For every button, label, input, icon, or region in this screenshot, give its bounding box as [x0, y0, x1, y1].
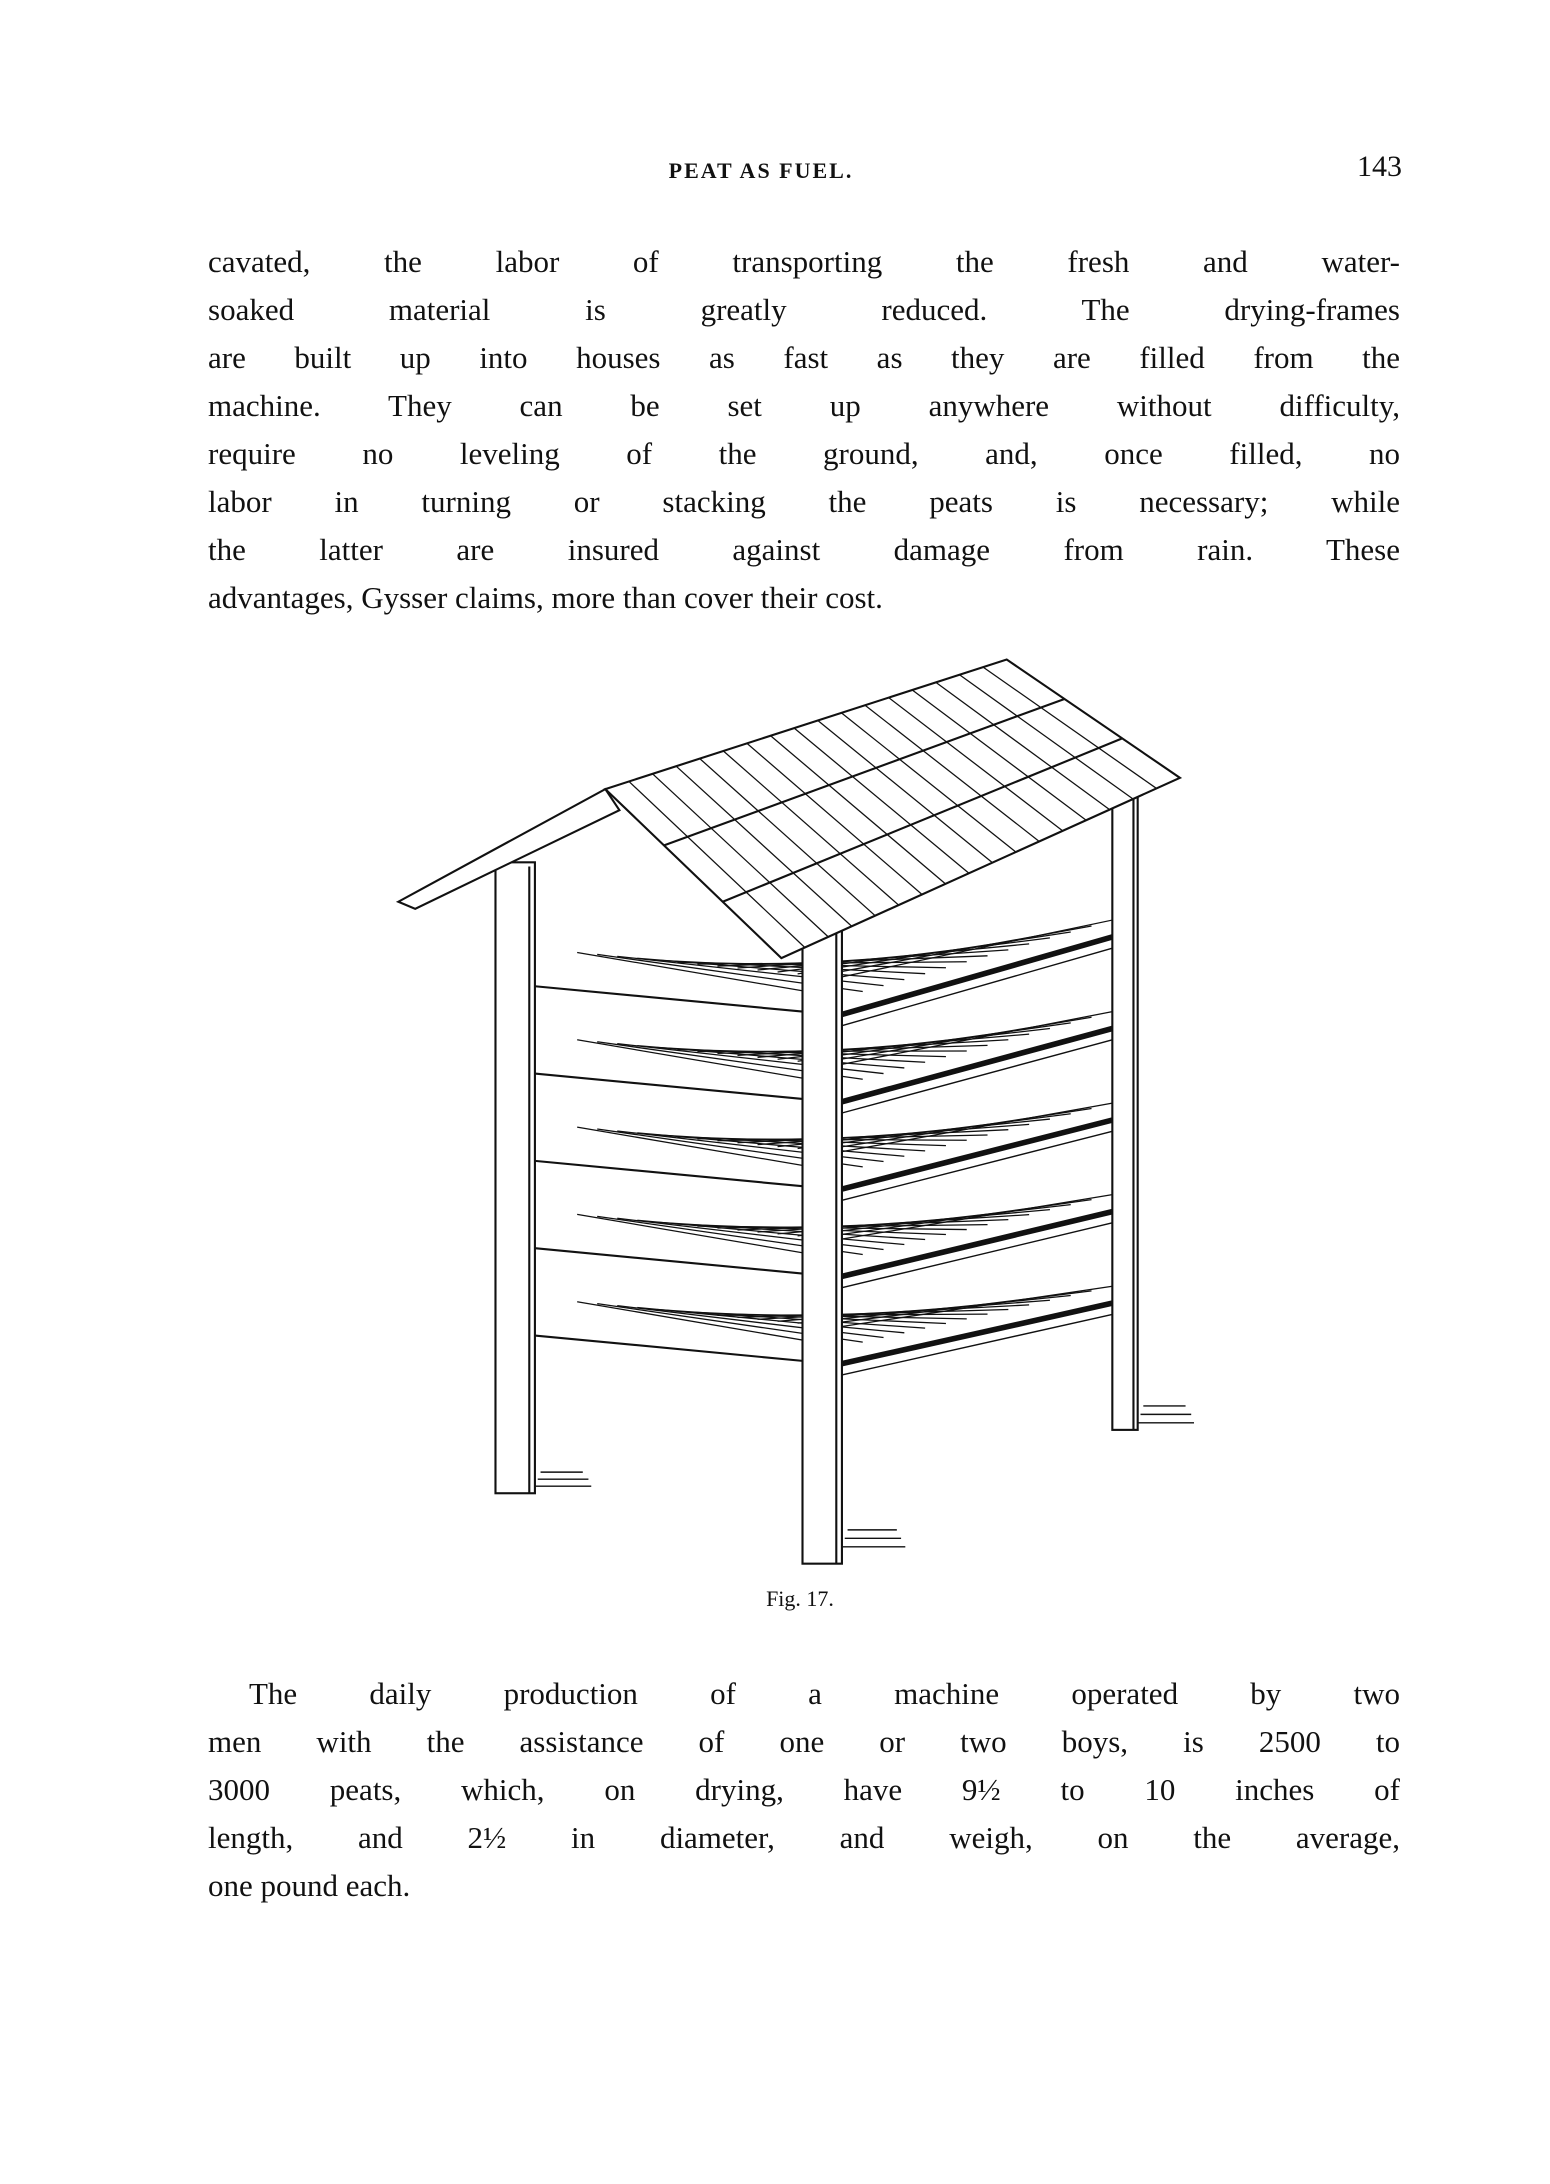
drying-slat [838, 1286, 1113, 1327]
text-line: labor in turning or stacking the peats is necessary; while [208, 484, 1400, 519]
text-line: advantages, Gysser claims, more than cover their cost. [208, 580, 883, 615]
text-line: require no leveling of the ground, and, once filled, no [208, 436, 1400, 471]
text-line: one pound each. [208, 1868, 411, 1903]
text-line: cavated, the labor of transporting the fresh and water- [208, 244, 1400, 279]
ground-shadows [535, 1406, 1194, 1547]
text-line: are built up into houses as fast as they are filled from the [208, 340, 1400, 375]
ground-shadow-strokes [535, 1406, 1194, 1547]
running-head: PEAT AS FUEL. [668, 158, 854, 183]
text-line: 3000 peats, which, on drying, have 9½ to 10 inches of [208, 1772, 1400, 1807]
roof-face [605, 660, 1180, 959]
shelf-side-rail [535, 1161, 803, 1186]
drying-frame-illustration [380, 641, 1225, 1585]
text-line: machine. They can be set up anywhere without difficulty, [208, 388, 1400, 423]
shelf-side-rail [535, 1248, 803, 1273]
paragraph-2 [208, 1670, 1400, 1910]
text-line: soaked material is greatly reduced. The drying-frames [208, 292, 1400, 327]
paragraph-1 [208, 238, 1400, 622]
text-line: length, and 2½ in diameter, and weigh, on the average, [208, 1820, 1400, 1855]
shelf-front-rail [842, 1314, 1112, 1375]
shelf-side-rail [535, 1074, 803, 1099]
shelf-front-rail [842, 1029, 1112, 1102]
shelf-side-rail [535, 986, 803, 1011]
text-line: The daily production of a machine operated by two [249, 1676, 1400, 1711]
shelf-front-rail [842, 1131, 1112, 1200]
figure-caption: Fig. 17. [766, 1586, 834, 1611]
page-number: 143 [1357, 150, 1402, 183]
shelf-side-rail [535, 1336, 803, 1361]
text-line: the latter are insured against damage from rain. These [208, 532, 1400, 567]
text-line: men with the assistance of one or two boys, is 2500 to [208, 1724, 1400, 1759]
